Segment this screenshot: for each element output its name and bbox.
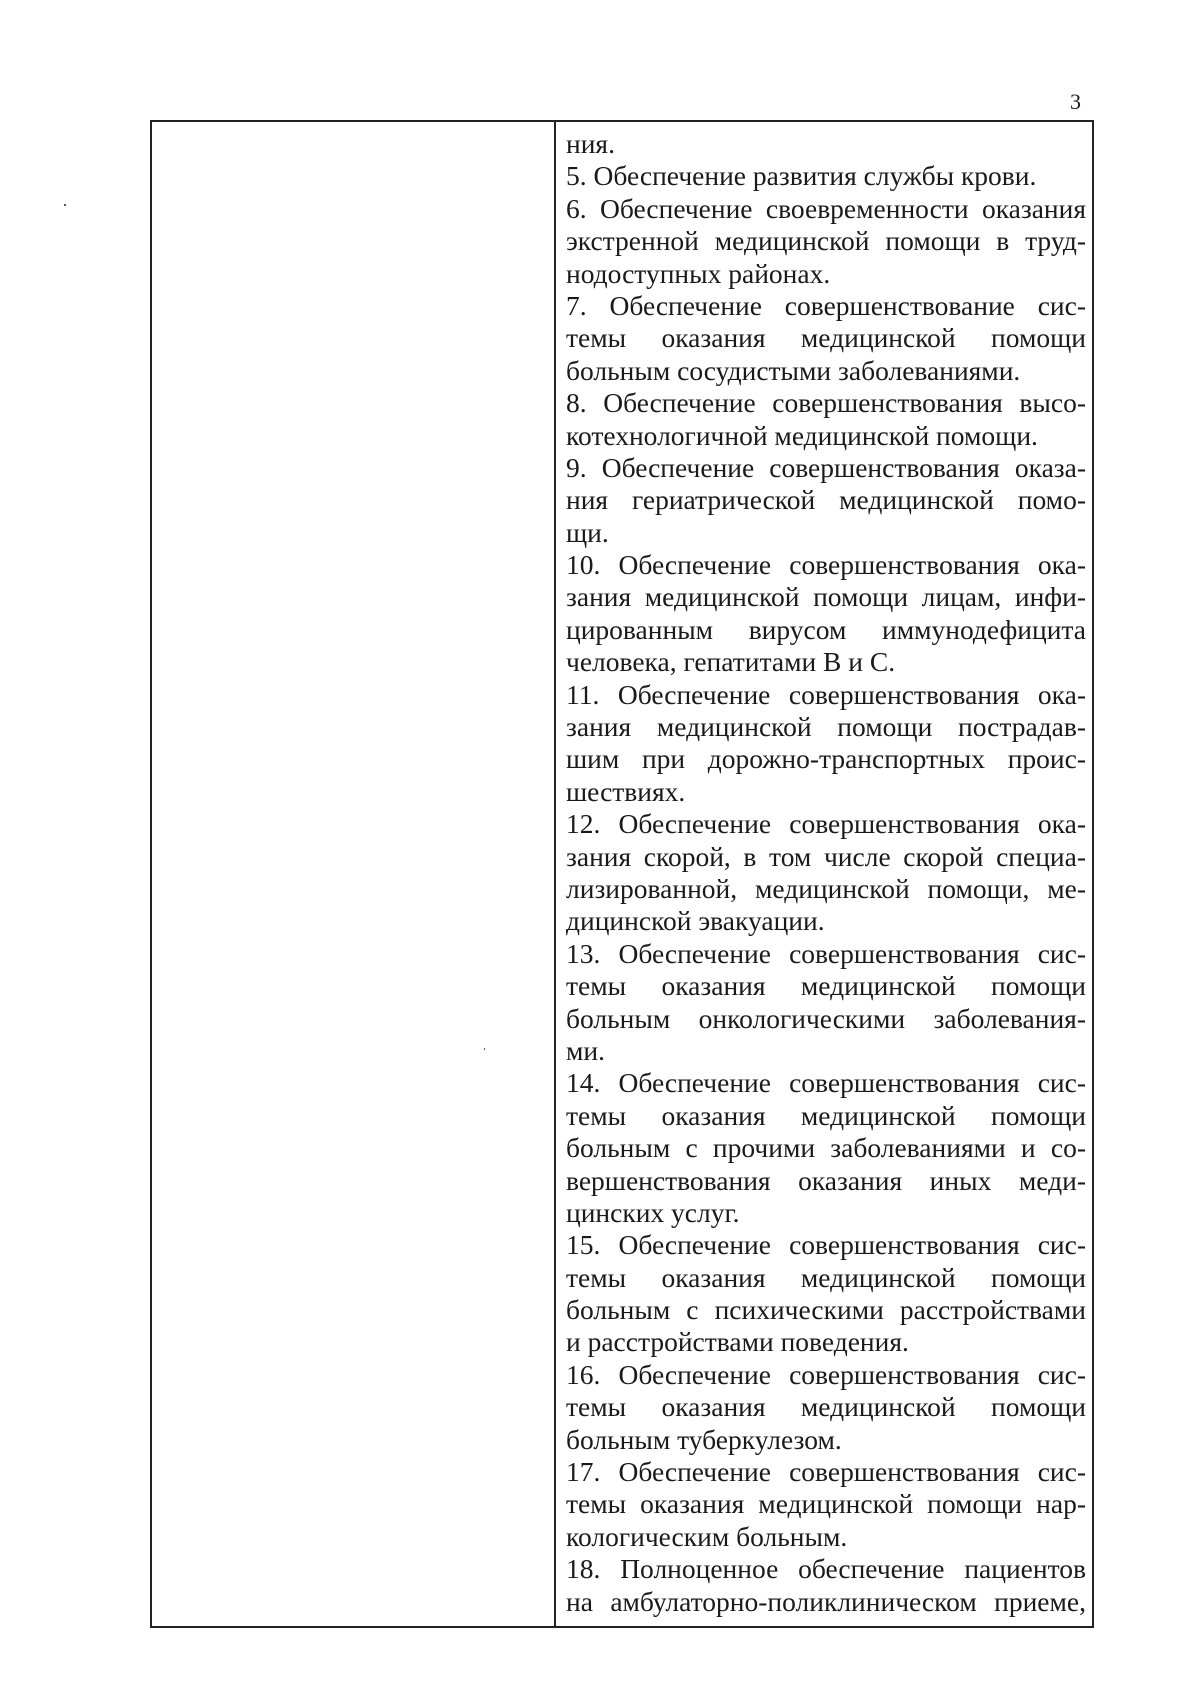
text-line: и расстройствами поведения. xyxy=(566,1326,909,1358)
text-line: шествиях. xyxy=(566,775,686,807)
text-line: больным сосудистыми заболеваниями. xyxy=(566,354,1021,386)
text-line: темы оказания медицинской помощи xyxy=(566,970,1086,1002)
text-line: дицинской эвакуации. xyxy=(566,905,825,937)
text-line: цированным вирусом иммунодефицита xyxy=(566,613,1086,645)
text-line: вершенствования оказания иных меди- xyxy=(566,1164,1086,1196)
text-line: 5. Обеспечение развития службы крови. xyxy=(566,160,1037,192)
text-line: темы оказания медицинской помощи xyxy=(566,1261,1086,1293)
text-line: 8. Обеспечение совершенствования высо- xyxy=(566,387,1086,419)
text-line: 16. Обеспечение совершенствования сис- xyxy=(566,1358,1086,1390)
document-table xyxy=(150,120,1094,1628)
text-line: человека, гепатитами В и С. xyxy=(566,646,896,678)
page-number: 3 xyxy=(1070,89,1081,114)
text-line: больным с прочими заболеваниями и со- xyxy=(566,1132,1086,1164)
table-left-cell xyxy=(152,122,554,1626)
scan-speck xyxy=(64,204,66,206)
text-line: больным с психическими расстройствами xyxy=(566,1294,1086,1326)
text-line: экстренной медицинской помощи в труд- xyxy=(566,225,1086,257)
text-line: нодоступных районах. xyxy=(566,257,831,289)
text-line: темы оказания медицинской помощи нар- xyxy=(566,1488,1086,1520)
text-line: щи. xyxy=(566,516,609,548)
text-line: лизированной, медицинской помощи, ме- xyxy=(566,872,1086,904)
text-line: на амбулаторно-поликлиническом приеме, xyxy=(566,1585,1086,1617)
text-line: 10. Обеспечение совершенствования ока- xyxy=(566,549,1086,581)
text-line: ния. xyxy=(566,128,615,159)
text-line: зания медицинской помощи лицам, инфи- xyxy=(566,581,1086,613)
table-right-cell xyxy=(566,128,1086,1623)
text-line: больным онкологическими заболевания- xyxy=(566,1002,1086,1034)
text-line: 11. Обеспечение совершенствования ока- xyxy=(566,678,1086,710)
text-line: 12. Обеспечение совершенствования ока- xyxy=(566,808,1086,840)
text-line: 17. Обеспечение совершенствования сис- xyxy=(566,1456,1086,1488)
text-line: цинских услуг. xyxy=(566,1196,740,1228)
text-line: 9. Обеспечение совершенствования оказа- xyxy=(566,451,1086,483)
text-line: темы оказания медицинской помощи xyxy=(566,1391,1086,1423)
text-line: 7. Обеспечение совершенствование сис- xyxy=(566,289,1086,321)
text-line: 13. Обеспечение совершенствования сис- xyxy=(566,937,1086,969)
text-line: 15. Обеспечение совершенствования сис- xyxy=(566,1229,1086,1261)
text-line: темы оказания медицинской помощи xyxy=(566,322,1086,354)
text-line: 18. Полноценное обеспечение пациентов xyxy=(566,1553,1086,1585)
text-line: 14. Обеспечение совершенствования сис- xyxy=(566,1067,1086,1099)
text-line: шим при дорожно-транспортных проис- xyxy=(566,743,1086,775)
text-line: ми. xyxy=(566,1034,605,1066)
text-line: больным туберкулезом. xyxy=(566,1423,842,1455)
text-line: зания скорой, в том числе скорой специа- xyxy=(566,840,1086,872)
column-divider xyxy=(554,122,556,1626)
text-line: зания медицинской помощи пострадав- xyxy=(566,711,1086,743)
text-line: кологическим больным. xyxy=(566,1520,848,1552)
text-line: темы оказания медицинской помощи xyxy=(566,1099,1086,1131)
text-line: 6. Обеспечение своевременности оказания xyxy=(566,192,1086,224)
text-line: ния гериатрической медицинской помо- xyxy=(566,484,1086,516)
text-line: котехнологичной медицинской помощи. xyxy=(566,419,1038,451)
